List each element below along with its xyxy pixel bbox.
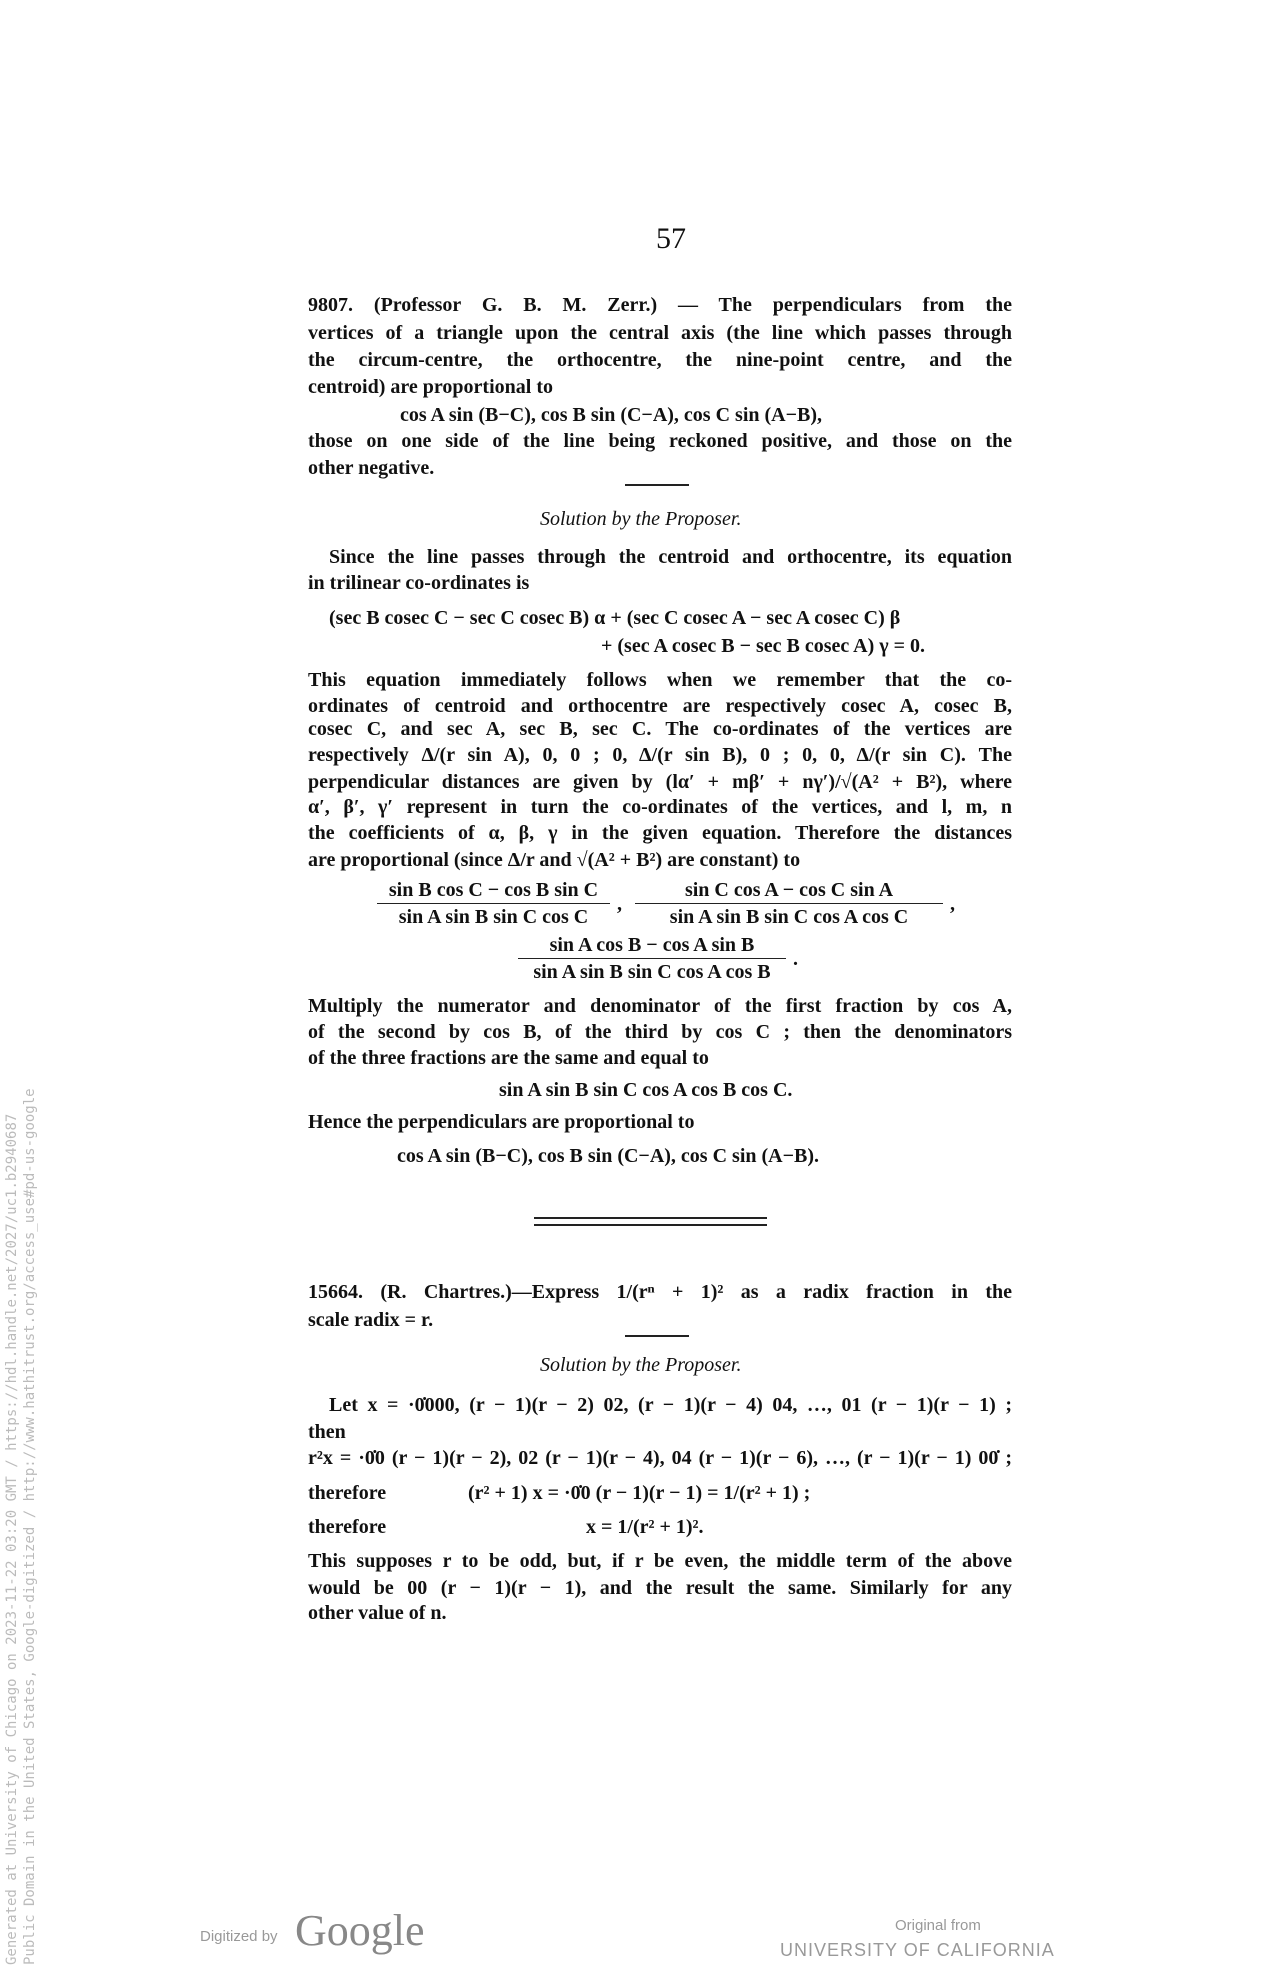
text-line: the circum-centre, the orthocentre, the nine-point centre, and the: [308, 349, 1012, 371]
solution-heading: Solution by the Proposer.: [540, 1354, 742, 1376]
solution-heading: Solution by the Proposer.: [540, 508, 742, 530]
text-line: Since the line passes through the centroid and orthocentre, its equation: [329, 546, 1012, 568]
text-line: r²x = ·0̇0 (r − 1)(r − 2), 02 (r − 1)(r − 4), 04 (r − 1)(r − 6), …, (r − 1)(r − 1) 00̇ ;: [308, 1447, 1012, 1469]
text-line: of the second by cos B, of the third by cos C ; then the denominators: [308, 1021, 1012, 1043]
text-line: 15664. (R. Chartres.)—Express 1/(rⁿ + 1)² as a radix fraction in the: [308, 1281, 1012, 1303]
watermark-line-1: Generated at University of Chicago on 2023-11-22 03:20 GMT / https://hdl.handle.net/2027/uc1.b2940687: [4, 1113, 20, 1965]
fraction-denominator: sin A sin B sin C cos A cos B: [533, 961, 771, 983]
text-line: Hence the perpendiculars are proportional to: [308, 1111, 695, 1133]
digitized-by-label: Digitized by: [200, 1928, 278, 1945]
text-line: vertices of a triangle upon the central axis (the line which passes through: [308, 322, 1012, 344]
text-line: Multiply the numerator and denominator of the first fraction by cos A,: [308, 995, 1012, 1017]
text-line: those on one side of the line being reckoned positive, and those on the: [308, 430, 1012, 452]
text-line: + (sec A cosec B − sec B cosec A) γ = 0.: [601, 635, 926, 657]
text-line: are proportional (since Δ/r and √(A² + B²) are constant) to: [308, 849, 801, 871]
text-line: then: [308, 1421, 346, 1443]
page-number: 57: [656, 222, 686, 255]
fraction-separator: ,: [617, 893, 622, 915]
text-line: of the three fractions are the same and equal to: [308, 1047, 709, 1069]
section-rule: [625, 1335, 689, 1337]
fraction-denominator: sin A sin B sin C cos C: [398, 906, 589, 928]
fraction: [377, 877, 622, 930]
text-line: 9807. (Professor G. B. M. Zerr.) — The perpendiculars from the: [308, 294, 1012, 316]
text-line: other value of n.: [308, 1602, 447, 1624]
double-rule-bottom: [534, 1224, 767, 1226]
fraction-numerator: sin B cos C − cos B sin C: [377, 877, 610, 904]
text-line: α′, β′, γ′ represent in turn the co-ordinates of the vertices, and l, m, n: [308, 796, 1012, 818]
text-line: therefore: [308, 1482, 387, 1504]
text-line: cos A sin (B−C), cos B sin (C−A), cos C sin (A−B),: [400, 404, 822, 426]
watermark-line-2: Public Domain in the United States, Google-digitized / http://www.hathitrust.org/access_use#pd-us-google: [22, 1088, 38, 1965]
text-line: This equation immediately follows when we remember that the co-: [308, 669, 1012, 691]
text-line: (sec B cosec C − sec C cosec B) α + (sec C cosec A − sec A cosec C) β: [329, 607, 901, 629]
text-line: centroid) are proportional to: [308, 376, 553, 398]
fraction: [635, 877, 955, 930]
text-line: scale radix = r.: [308, 1309, 434, 1331]
original-from-label: Original from: [895, 1917, 981, 1934]
text-line: ordinates of centroid and orthocentre are respectively cosec A, cosec B,: [308, 695, 1012, 717]
text-line: This supposes r to be odd, but, if r be even, the middle term of the above: [308, 1550, 1012, 1572]
institution-label: UNIVERSITY OF CALIFORNIA: [780, 1940, 1055, 1960]
text-line: in trilinear co-ordinates is: [308, 572, 530, 594]
text-line: would be 00 (r − 1)(r − 1), and the result the same. Similarly for any: [308, 1577, 1012, 1599]
text-line: therefore: [308, 1516, 387, 1538]
fraction-numerator: sin C cos A − cos C sin A: [635, 877, 943, 904]
text-line: x = 1/(r² + 1)².: [586, 1516, 704, 1538]
text-line: respectively Δ/(r sin A), 0, 0 ; 0, Δ/(r sin B), 0 ; 0, 0, Δ/(r sin C). The: [308, 744, 1012, 766]
text-line: cos A sin (B−C), cos B sin (C−A), cos C sin (A−B).: [397, 1145, 819, 1167]
text-line: (r² + 1) x = ·0̇0 (r − 1)(r − 1) = 1/(r² + 1) ;: [468, 1482, 811, 1504]
text-line: perpendicular distances are given by (lα′ + mβ′ + nγ′)/√(A² + B²), where: [308, 771, 1012, 793]
text-line: the coefficients of α, β, γ in the given equation. Therefore the distances: [308, 822, 1012, 844]
google-logo: Google: [295, 1906, 425, 1955]
text-line: Let x = ·0̇000, (r − 1)(r − 2) 02, (r − 1)(r − 4) 04, …, 01 (r − 1)(r − 1) ;: [329, 1394, 1012, 1416]
fraction-numerator: sin A cos B − cos A sin B: [518, 932, 786, 959]
double-rule-top: [534, 1217, 767, 1219]
fraction-separator: ,: [950, 893, 955, 915]
text-line: cosec C, and sec A, sec B, sec C. The co-ordinates of the vertices are: [308, 718, 1012, 740]
text-line: other negative.: [308, 457, 435, 479]
text-line: sin A sin B sin C cos A cos B cos C.: [499, 1079, 793, 1101]
fraction: [518, 932, 798, 985]
fraction-denominator: sin A sin B sin C cos A cos C: [669, 906, 909, 928]
section-rule: [625, 484, 689, 486]
fraction-separator: .: [793, 948, 798, 970]
